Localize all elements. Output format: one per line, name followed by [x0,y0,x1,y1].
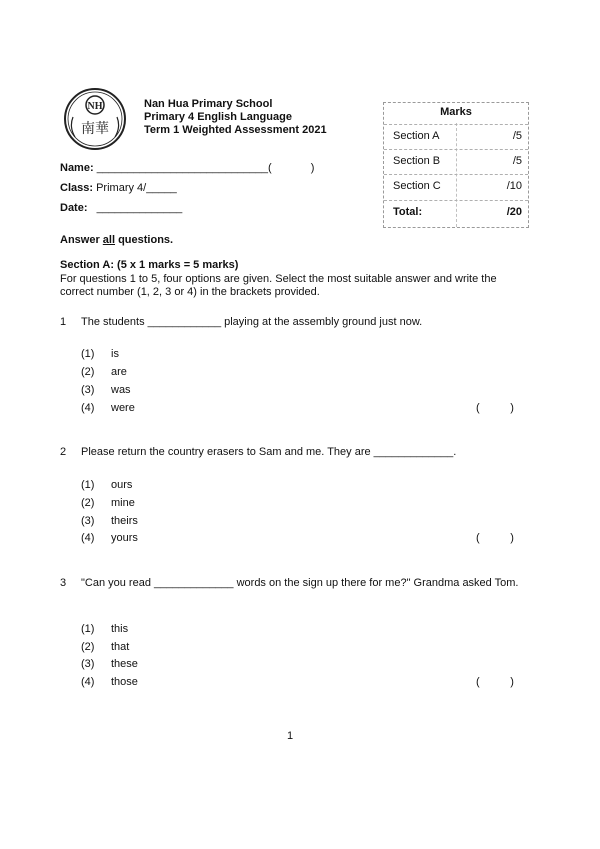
q2-option-1: (1) ours [81,479,133,491]
instructions-emph: all [102,234,116,246]
class-label: Class: [60,182,94,194]
marks-row-label: Section A [393,130,440,142]
page-number: 1 [286,730,294,742]
section-a-description: For questions 1 to 5, four options are given. Select the most suitable answer and write the correct number (1, 2, 3 or 4) in the brackets provided. [60,273,497,298]
q1-option-3: (3) was [81,384,131,396]
marks-row-section-c [384,174,528,199]
question-number: 2 [60,446,67,458]
question-text: Please return the country erasers to Sam and me. They are _____________. [81,446,457,458]
instructions-prefix: Answer [60,234,103,246]
marks-row-score: /5 [512,155,522,167]
school-name: Nan Hua Primary School [144,98,273,110]
name-field[interactable] [60,162,314,174]
subject-title: Primary 4 English Language [144,111,292,123]
question-number: 1 [60,316,67,328]
instructions-suffix: questions. [115,234,174,246]
class-field[interactable] [60,182,177,194]
marks-row-score: /5 [512,130,522,142]
question-1 [60,316,530,329]
question-2 [60,446,530,459]
marks-row-label: Section C [393,180,441,192]
question-text: "Can you read _____________ words on the sign up there for me?" Grandma asked Tom. [81,577,519,589]
name-label: Name: [60,162,94,174]
assessment-title: Term 1 Weighted Assessment 2021 [144,124,327,136]
q1-option-2: (2) are [81,366,127,378]
q1-option-4: (4) were [81,402,135,414]
marks-row-section-a [384,124,528,149]
q1-answer-bracket[interactable]: ( ) [476,402,514,414]
q3-option-3: (3) these [81,658,138,670]
question-text: The students ____________ playing at the assembly ground just now. [81,316,423,328]
logo-text: NH [87,101,103,112]
q3-option-2: (2) that [81,641,130,653]
q2-option-4: (4) yours [81,532,138,544]
q2-option-3: (3) theirs [81,515,138,527]
date-label: Date: [60,202,88,214]
question-3 [60,577,530,603]
marks-row-section-b [384,149,528,174]
marks-row-score: /20 [506,206,522,218]
marks-table [383,102,529,228]
q2-option-2: (2) mine [81,497,135,509]
marks-row-total [384,200,528,225]
school-logo [63,87,127,151]
q1-option-1: (1) is [81,348,119,360]
school-info [144,98,327,137]
name-bracket-close: ) [310,162,315,174]
marks-row-label: Section B [393,155,441,167]
q2-answer-bracket[interactable]: ( ) [476,532,514,544]
date-field[interactable] [60,202,182,214]
logo-chinese: 南華 [81,121,109,137]
marks-title: Marks [440,106,472,118]
date-value: ______________ [96,202,183,214]
q3-option-4: (4) those [81,676,138,688]
marks-row-score: /10 [506,180,522,192]
name-line: ____________________________( [96,162,272,174]
question-number: 3 [60,577,67,589]
section-a-title: Section A: (5 x 1 marks = 5 marks) [60,259,239,271]
q3-option-1: (1) this [81,623,129,635]
marks-row-label: Total: [393,206,423,218]
q3-answer-bracket[interactable]: ( ) [476,676,514,688]
class-value: Primary 4/_____ [96,182,177,194]
instructions [60,234,173,246]
